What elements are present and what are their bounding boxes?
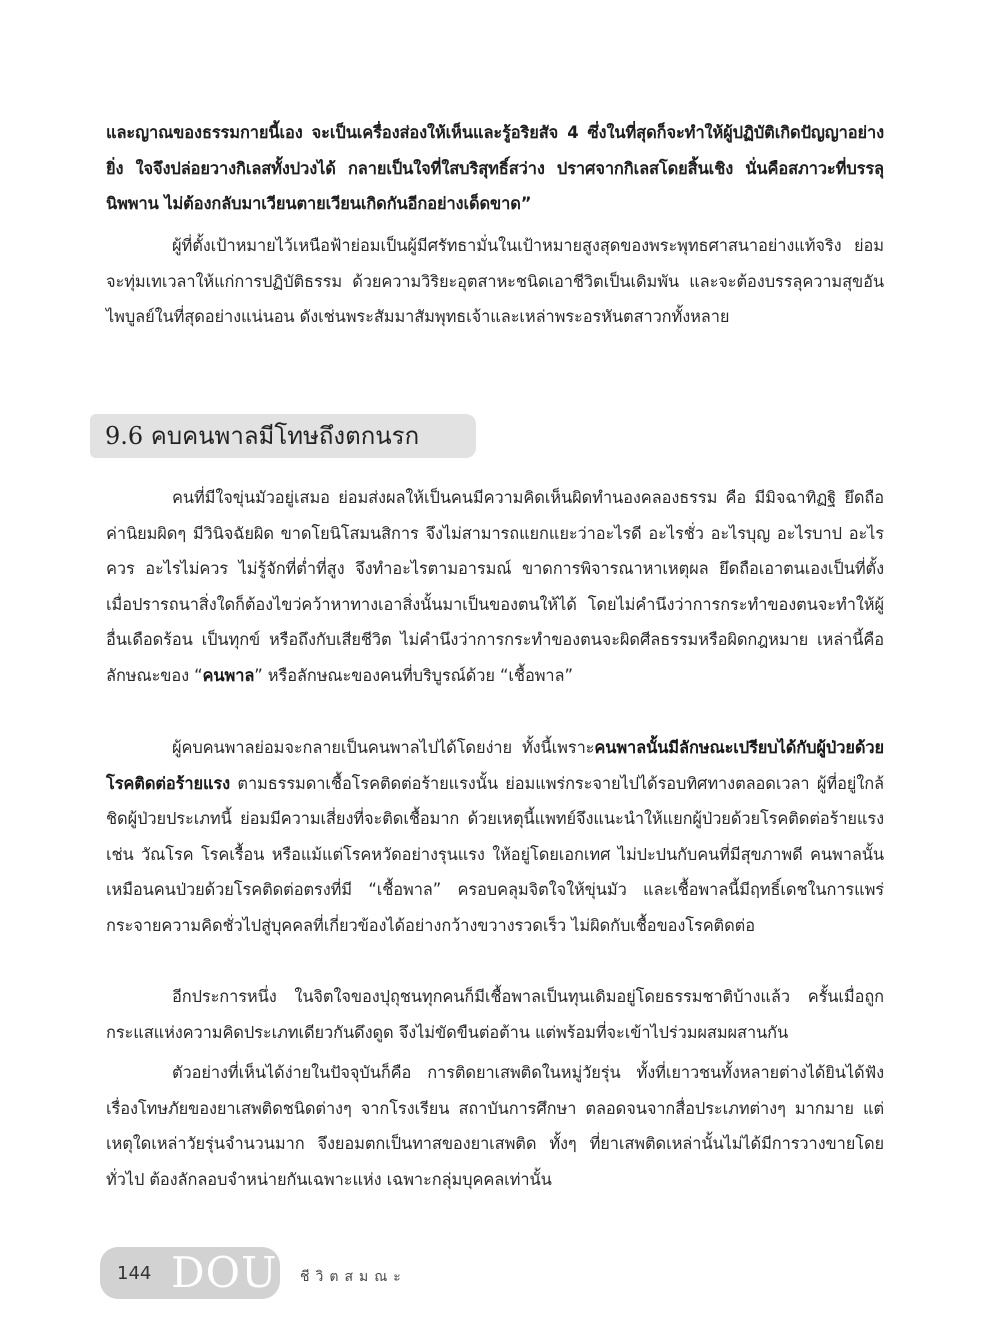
- paragraph-2-bold-term: คนพาล: [202, 665, 255, 685]
- section-heading-text: 9.6 คบคนพาลมีโทษถึงตกนรก: [105, 422, 420, 450]
- dou-logo: DOU: [171, 1248, 278, 1297]
- paragraph-5: [106, 1055, 884, 1197]
- paragraph-3-text: [106, 730, 884, 943]
- paragraph-2-text: [106, 480, 884, 693]
- section-heading: [96, 414, 476, 458]
- book-title: ชีวิตสมณะ: [300, 1269, 407, 1285]
- paragraph-3: [106, 730, 884, 943]
- paragraph-2: [106, 480, 884, 693]
- paragraph-4: [106, 979, 884, 1050]
- paragraph-5-text: ตัวอย่างที่เห็นได้ง่ายในปัจจุบันก็คือ การติดยาเสพติดในหมู่วัยรุ่น ทั้งที่เยาวชนทั้งหลายต่างได้ยินได้ฟังเรื่องโทษภัยของยาเสพติดชนิดต่างๆ จากโรงเรียน สถาบันการศึกษา ตลอดจนจากสื่อประเภทต่างๆ มากมาย แต่เหตุใดเหล่าวัยรุ่นจำนวนมาก จึงยอมตกเป็นทาสของยาเสพติด ทั้งๆ ที่ยาเสพติดเหล่านั้นไม่ได้มีการวางขายโดยทั่วไป ต้องลักลอบจำหน่ายกันเฉพาะแห่ง เฉพาะกลุ่มบุคคลเท่านั้น: [106, 1063, 884, 1189]
- paragraph-3-bold-phrase: คนพาลนั้นมีลักษณะเปรียบได้กับผู้ป่วยด้วยโรคติดต่อร้ายแรง: [106, 738, 884, 793]
- quote-block: [106, 115, 884, 222]
- quote-text: และญาณของธรรมกายนี้เอง จะเป็นเครื่องส่องให้เห็นและรู้อริยสัจ 4 ซึ่งในที่สุดก็จะทำให้ผู้ปฏิบัติเกิดปัญญาอย่างยิ่ง ใจจึงปล่อยวางกิเลสทั้งปวงได้ กลายเป็นใจที่ใสบริสุทธิ์สว่าง ปราศจากกิเลสโดยสิ้นเชิง นั่นคือสภาวะที่บรรลุนิพพาน ไม่ต้องกลับมาเวียนตายเวียนเกิดกันอีกอย่างเด็ดขาด”: [106, 123, 884, 213]
- page-number: 144: [117, 1263, 152, 1284]
- paragraph-4-text: อีกประการหนึ่ง ในจิตใจของปุถุชนทุกคนก็มีเชื้อพาลเป็นทุนเดิมอยู่โดยธรรมชาติบ้างแล้ว ครั้นเมื่อถูกกระแสแห่งความคิดประเภทเดียวกันดึงดูด จึงไม่ขัดขืนต่อต้าน แต่พร้อมที่จะเข้าไปร่วมผสมผสานกัน: [106, 987, 884, 1042]
- paragraph-1-text: ผู้ที่ตั้งเป้าหมายไว้เหนือฟ้าย่อมเป็นผู้มีศรัทธามั่นในเป้าหมายสูงสุดของพระพุทธศาสนาอย่างแท้จริง ย่อมจะทุ่มเทเวลาให้แก่การปฏิบัติธรรม ด้วยความวิริยะอุตสาหะชนิดเอาชีวิตเป็นเดิมพัน และจะต้องบรรลุความสุขอันไพบูลย์ในที่สุดอย่างแน่นอน ดังเช่นพระสัมมาสัมพุทธเจ้าและเหล่าพระอรหันตสาวกทั้งหลาย: [106, 236, 884, 326]
- paragraph-2-part-1: คนที่มีใจขุ่นมัวอยู่เสมอ ย่อมส่งผลให้เป็นคนมีความคิดเห็นผิดทำนองคลองธรรม คือ มีมิจฉาทิฏฐิ ยึดถือค่านิยมผิดๆ มีวินิจฉัยผิด ขาดโยนิโสมนสิการ จึงไม่สามารถแยกแยะว่าอะไรดี อะไรชั่ว อะไรบุญ อะไรบาป อะไรควร อะไรไม่ควร ไม่รู้จักที่ต่ำที่สูง จึงทำอะไรตามอารมณ์ ขาดการพิจารณาหาเหตุผล ยึดถือเอาตนเองเป็นที่ตั้ง เมื่อปรารถนาสิ่งใดก็ต้องไขว่คว้าหาทางเอาสิ่งนั้นมาเป็นของตนให้ได้ โดยไม่คำนึงว่าการกระทำของตนจะทำให้ผู้อื่นเดือดร้อน เป็นทุกข์ หรือถึงกับเสียชีวิต ไม่คำนึงว่าการกระทำของตนจะผิดศีลธรรมหรือผิดกฎหมาย เหล่านี้คือลักษณะของ “: [106, 488, 884, 685]
- paragraph-3-part-2: ตามธรรมดาเชื้อโรคติดต่อร้ายแรงนั้น ย่อมแพร่กระจายไปได้รอบทิศทางตลอดเวลา ผู้ที่อยู่ใกล้ชิดผู้ป่วยประเภทนี้ ย่อมมีความเสี่ยงที่จะติดเชื้อมาก ด้วยเหตุนี้แพทย์จึงแนะนำให้แยกผู้ป่วยด้วยโรคติดต่อร้ายแรง เช่น วัณโรค โรคเรื้อน หรือแม้แต่โรคหวัดอย่างรุนแรง ให้อยู่โดยเอกเทศ ไม่ปะปนกับคนที่มีสุขภาพดี คนพาลนั้นเหมือนคนป่วยด้วยโรคติดต่อตรงที่มี “เชื้อพาล” ครอบคลุมจิตใจให้ขุ่นมัว และเชื้อพาลนี้มีฤทธิ์เดชในการแพร่กระจายความคิดชั่วไปสู่บุคคลที่เกี่ยวข้องได้อย่างกว้างขวางรวดเร็ว ไม่ผิดกับเชื้อของโรคติดต่อ: [106, 773, 884, 935]
- paragraph-1: [106, 228, 884, 335]
- paragraph-2-part-2: ” หรือลักษณะของคนที่บริบูรณ์ด้วย “เชื้อพาล”: [254, 665, 573, 685]
- paragraph-3-part-1: ผู้คบคนพาลย่อมจะกลายเป็นคนพาลไปได้โดยง่าย ทั้งนี้เพราะ: [172, 738, 595, 757]
